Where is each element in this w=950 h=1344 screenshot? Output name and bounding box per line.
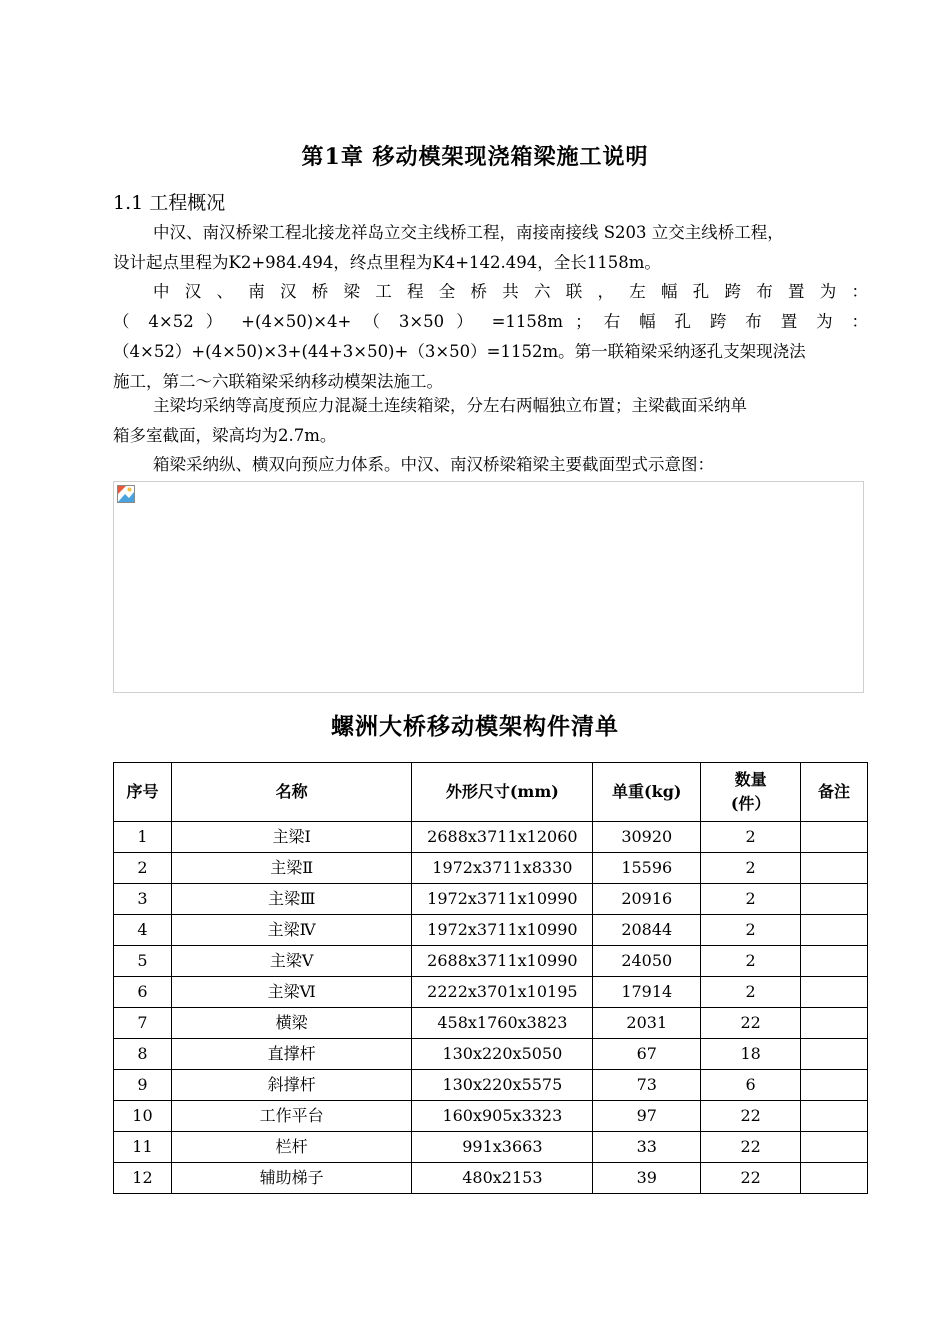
cell-remark — [801, 1070, 868, 1101]
cell-remark — [801, 1039, 868, 1070]
cell-name: 主梁Ⅳ — [171, 915, 412, 946]
header-size: 外形尺寸(mm) — [412, 763, 593, 822]
cell-weight: 15596 — [593, 853, 701, 884]
cell-weight: 24050 — [593, 946, 701, 977]
header-qty — [701, 763, 801, 822]
table-row — [114, 853, 868, 884]
table-title: 螺洲大桥移动模架构件清单 — [331, 713, 619, 740]
cell-seq: 2 — [114, 853, 172, 884]
table-row — [114, 1163, 868, 1194]
cell-qty: 2 — [701, 946, 801, 977]
cell-weight: 73 — [593, 1070, 701, 1101]
table-row — [114, 1101, 868, 1132]
header-remark: 备注 — [801, 763, 868, 822]
header-name: 名称 — [171, 763, 412, 822]
cell-name: 主梁Ⅴ — [171, 946, 412, 977]
figure-placeholder — [113, 481, 864, 693]
cell-qty: 2 — [701, 977, 801, 1008]
cell-seq: 10 — [114, 1101, 172, 1132]
paragraph-line: 箱梁采纳纵、横双向预应力体系。中汉、南汉桥梁箱梁主要截面型式示意图： — [153, 455, 714, 474]
cell-name: 横梁 — [171, 1008, 412, 1039]
cell-qty: 22 — [701, 1132, 801, 1163]
table-row — [114, 822, 868, 853]
cell-seq: 9 — [114, 1070, 172, 1101]
cell-name: 主梁Ⅵ — [171, 977, 412, 1008]
header-qty-line1: 数量 — [734, 770, 767, 789]
cell-remark — [801, 1101, 868, 1132]
cell-size: 1972x3711x8330 — [412, 853, 593, 884]
table-row — [114, 915, 868, 946]
cell-remark — [801, 1132, 868, 1163]
cell-remark — [801, 1008, 868, 1039]
cell-name: 主梁Ⅱ — [171, 853, 412, 884]
cell-weight: 39 — [593, 1163, 701, 1194]
cell-seq: 8 — [114, 1039, 172, 1070]
cell-qty: 22 — [701, 1163, 801, 1194]
cell-qty: 18 — [701, 1039, 801, 1070]
section-heading: 1.1 工程概况 — [113, 192, 226, 214]
cell-size: 1972x3711x10990 — [412, 915, 593, 946]
cell-size: 480x2153 — [412, 1163, 593, 1194]
chapter-title: 第1章 移动模架现浇箱梁施工说明 — [301, 144, 649, 170]
cell-size: 2688x3711x10990 — [412, 946, 593, 977]
cell-remark — [801, 915, 868, 946]
cell-size: 160x905x3323 — [412, 1101, 593, 1132]
cell-weight: 20916 — [593, 884, 701, 915]
table-row — [114, 1132, 868, 1163]
cell-name: 直撑杆 — [171, 1039, 412, 1070]
cell-weight: 2031 — [593, 1008, 701, 1039]
broken-image-icon — [117, 485, 135, 503]
paragraph-prestress — [113, 450, 868, 480]
cell-seq: 6 — [114, 977, 172, 1008]
cell-size: 130x220x5575 — [412, 1070, 593, 1101]
header-weight: 单重(kg) — [593, 763, 701, 822]
cell-seq: 5 — [114, 946, 172, 977]
paragraph-span-layout — [113, 277, 868, 397]
cell-weight: 20844 — [593, 915, 701, 946]
cell-seq: 3 — [114, 884, 172, 915]
cell-qty: 22 — [701, 1008, 801, 1039]
paragraph-line: 设计起点里程为K2+984.494，终点里程为K4+142.494，全长1158m。 — [113, 253, 661, 272]
cell-qty: 6 — [701, 1070, 801, 1101]
cell-name: 辅助梯子 — [171, 1163, 412, 1194]
cell-weight: 97 — [593, 1101, 701, 1132]
cell-seq: 4 — [114, 915, 172, 946]
cell-weight: 30920 — [593, 822, 701, 853]
components-table — [113, 762, 868, 1194]
cell-qty: 2 — [701, 884, 801, 915]
cell-size: 458x1760x3823 — [412, 1008, 593, 1039]
cell-name: 斜撑杆 — [171, 1070, 412, 1101]
cell-name: 工作平台 — [171, 1101, 412, 1132]
table-header-row — [114, 763, 868, 822]
cell-weight: 67 — [593, 1039, 701, 1070]
table-row — [114, 977, 868, 1008]
cell-weight: 17914 — [593, 977, 701, 1008]
cell-qty: 2 — [701, 915, 801, 946]
cell-size: 2688x3711x12060 — [412, 822, 593, 853]
header-seq: 序号 — [114, 763, 172, 822]
cell-remark — [801, 946, 868, 977]
paragraph-project-location — [113, 218, 868, 278]
cell-remark — [801, 884, 868, 915]
cell-qty: 22 — [701, 1101, 801, 1132]
cell-seq: 1 — [114, 822, 172, 853]
cell-size: 2222x3701x10195 — [412, 977, 593, 1008]
cell-seq: 11 — [114, 1132, 172, 1163]
cell-name: 栏杆 — [171, 1132, 412, 1163]
table-row — [114, 946, 868, 977]
cell-size: 130x220x5050 — [412, 1039, 593, 1070]
cell-size: 1972x3711x10990 — [412, 884, 593, 915]
paragraph-line: 中汉、南汉桥梁工程北接龙祥岛立交主线桥工程，南接南接线 S203 立交主线桥工程， — [153, 223, 784, 242]
cell-seq: 12 — [114, 1163, 172, 1194]
cell-remark — [801, 853, 868, 884]
table-row — [114, 1008, 868, 1039]
paragraph-line: 中 汉 、 南 汉 桥 梁 工 程 全 桥 共 六 联 ， 左 幅 孔 跨 布 置 为 ： — [153, 282, 868, 301]
paragraph-main-beam — [113, 391, 868, 451]
paragraph-line: 施工，第二～六联箱梁采纳移动模架法施工。 — [113, 372, 443, 391]
cell-weight: 33 — [593, 1132, 701, 1163]
paragraph-line: （ 4×52 ） +(4×50)×4+ （ 3×50 ） =1158m ； 右 幅 孔 跨 布 置 为 ： — [113, 312, 868, 331]
cell-seq: 7 — [114, 1008, 172, 1039]
cell-name: 主梁Ⅰ — [171, 822, 412, 853]
cell-size: 991x3663 — [412, 1132, 593, 1163]
cell-qty: 2 — [701, 853, 801, 884]
cell-remark — [801, 1163, 868, 1194]
paragraph-line: （4×52）+(4×50)×3+(44+3×50)+（3×50）=1152m。第一联箱梁采纳逐孔支架现浇法 — [113, 342, 806, 361]
header-qty-line2: (件） — [730, 794, 771, 813]
cell-qty: 2 — [701, 822, 801, 853]
table-row — [114, 1039, 868, 1070]
paragraph-line: 主梁均采纳等高度预应力混凝土连续箱梁，分左右两幅独立布置；主梁截面采纳单 — [153, 396, 747, 415]
paragraph-line: 箱多室截面，梁高均为2.7m。 — [113, 426, 337, 445]
cell-remark — [801, 977, 868, 1008]
table-row — [114, 1070, 868, 1101]
cell-remark — [801, 822, 868, 853]
table-row — [114, 884, 868, 915]
cell-name: 主梁Ⅲ — [171, 884, 412, 915]
